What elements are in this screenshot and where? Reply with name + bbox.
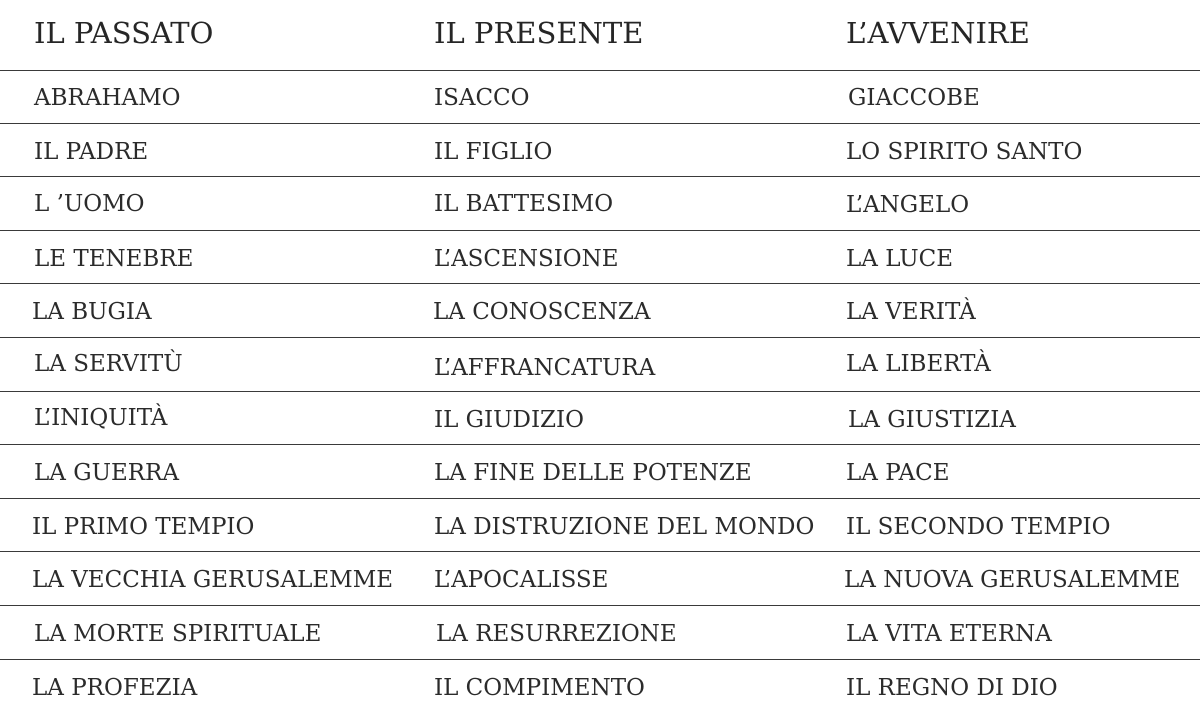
cell-future: L’ANGELO [846,192,970,219]
cell-present: ISACCO [434,85,530,111]
table-row [0,499,1200,553]
cell-past: LA BUGIA [32,299,152,326]
cell-present: IL GIUDIZIO [434,406,584,433]
column-header-past: IL PASSATO [34,16,214,50]
cell-future: LA VITA ETERNA [846,620,1052,647]
table-row [0,392,1200,446]
cell-future: IL REGNO DI DIO [846,674,1058,701]
cell-present: L’APOCALISSE [434,567,609,594]
cell-present: IL BATTESIMO [434,191,614,218]
table-row [0,284,1200,338]
table-row [0,338,1200,392]
cell-present: L’AFFRANCATURA [434,354,656,381]
cell-future: LA LIBERTÀ [846,350,991,377]
cell-present: L’ASCENSIONE [434,245,619,272]
cell-future: LA NUOVA GERUSALEMME [844,567,1181,594]
cell-future: GIACCOBE [848,85,980,111]
cell-present: IL COMPIMENTO [434,674,645,701]
cell-past: L’INIQUITÀ [34,404,168,431]
cell-future: LA GIUSTIZIA [848,406,1016,433]
table-row [0,606,1200,660]
table-row [0,70,1200,124]
cell-present: IL FIGLIO [434,138,553,165]
cell-past: IL PRIMO TEMPIO [32,513,255,540]
table-row [0,660,1200,714]
table-body [0,70,1200,713]
cell-past: L ’UOMO [34,191,145,218]
column-header-present: IL PRESENTE [434,16,644,50]
cell-past: LA VECCHIA GERUSALEMME [32,567,394,594]
table-row [0,552,1200,606]
cell-past: LA MORTE SPIRITUALE [34,620,322,647]
cell-future: LO SPIRITO SANTO [846,138,1083,165]
cell-future: LA LUCE [846,245,953,272]
cell-past: LE TENEBRE [34,245,194,272]
column-header-future: L’AVVENIRE [846,16,1030,50]
table-header-row [0,0,1200,71]
cell-future: LA PACE [846,460,950,487]
cell-past: LA SERVITÙ [34,350,183,377]
cell-future: LA VERITÀ [846,299,976,326]
table-row [0,231,1200,285]
cell-past: LA PROFEZIA [32,674,198,701]
cell-present: LA FINE DELLE POTENZE [434,460,752,487]
cell-present: LA CONOSCENZA [433,299,651,326]
table-row [0,445,1200,499]
cell-future: IL SECONDO TEMPIO [846,513,1111,540]
cell-present: LA RESURREZIONE [436,620,677,647]
cell-past: ABRAHAMO [34,85,181,111]
table-row [0,177,1200,231]
cell-present: LA DISTRUZIONE DEL MONDO [434,513,815,540]
table-row [0,124,1200,178]
cell-past: LA GUERRA [34,460,179,487]
cell-past: IL PADRE [34,138,149,165]
